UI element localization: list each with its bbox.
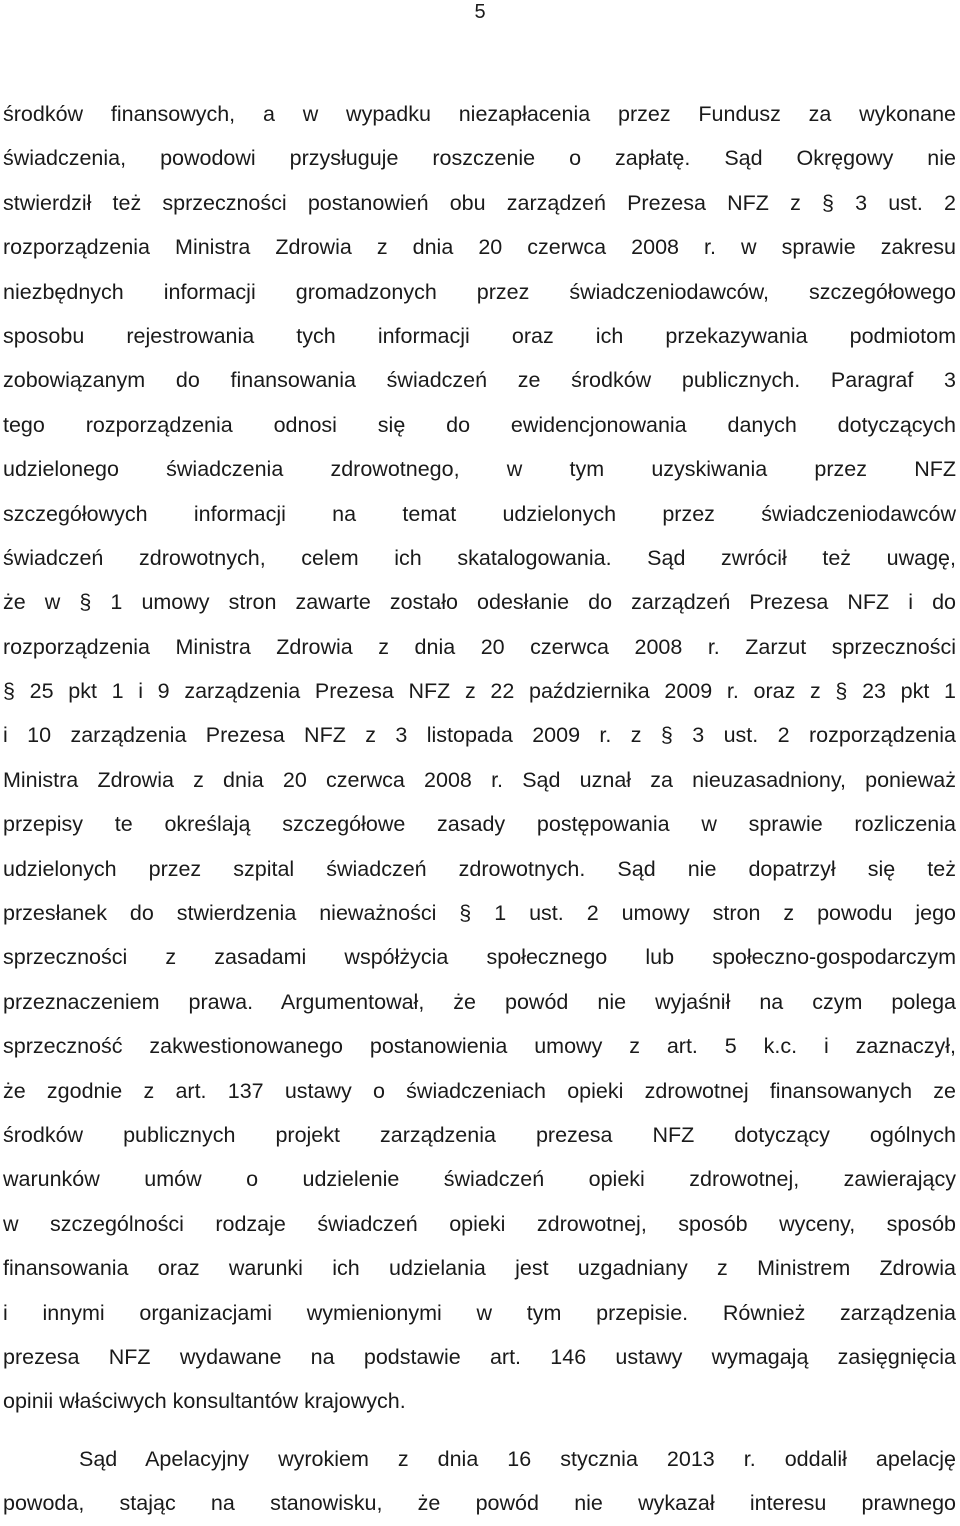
- text-line: i 10 zarządzenia Prezesa NFZ z 3 listopada 2009 r. z § 3 ust. 2 rozporządzenia: [3, 723, 956, 748]
- text-line: szczegółowych informacji na temat udzielonych przez świadczeniodawców: [3, 501, 956, 526]
- text-line: Ministra Zdrowia z dnia 20 czerwca 2008 r. Sąd uznał za nieuzasadniony, ponieważ: [3, 767, 956, 792]
- text-line: warunków umów o udzielenie świadczeń opieki zdrowotnej, zawierający: [3, 1167, 956, 1192]
- paragraph-1: [3, 92, 956, 1424]
- text-line: w szczególności rodzaje świadczeń opieki zdrowotnej, sposób wyceny, sposób: [3, 1211, 956, 1236]
- text-line: że w § 1 umowy stron zawarte zostało odesłanie do zarządzeń Prezesa NFZ i do: [3, 590, 956, 615]
- text-line: udzielonego świadczenia zdrowotnego, w tym uzyskiwania przez NFZ: [3, 457, 956, 482]
- text-line: powoda, stając na stanowisku, że powód nie wykazał interesu prawnego: [3, 1491, 956, 1516]
- text-line: świadczenia, powodowi przysługuje roszczenie o zapłatę. Sąd Okręgowy nie: [3, 146, 956, 171]
- text-line: rozporządzenia Ministra Zdrowia z dnia 20 czerwca 2008 r. Zarzut sprzeczności: [3, 634, 956, 659]
- text-line: tego rozporządzenia odnosi się do ewidencjonowania danych dotyczących: [3, 412, 956, 437]
- text-line: finansowania oraz warunki ich udzielania jest uzgadniany z Ministrem Zdrowia: [3, 1256, 956, 1281]
- text-line: i innymi organizacjami wymienionymi w tym przepisie. Również zarządzenia: [3, 1300, 956, 1325]
- text-line: świadczeń zdrowotnych, celem ich skatalogowania. Sąd zwrócił też uwagę,: [3, 545, 956, 570]
- text-line: zobowiązanym do finansowania świadczeń ze środków publicznych. Paragraf 3: [3, 368, 956, 393]
- page-number: 5: [474, 1, 486, 23]
- text-line: środków finansowych, a w wypadku niezapłacenia przez Fundusz za wykonane: [3, 102, 956, 126]
- text-line: Sąd Apelacyjny wyrokiem z dnia 16 stycznia 2013 r. oddalił apelację: [79, 1447, 956, 1471]
- text-line: sprzeczności z zasadami współżycia społecznego lub społeczno-gospodarczym: [3, 945, 956, 970]
- text-line: opinii właściwych konsultantów krajowych.: [3, 1389, 406, 1414]
- text-line: rozporządzenia Ministra Zdrowia z dnia 20 czerwca 2008 r. w sprawie zakresu: [3, 235, 956, 260]
- paragraph-2: [3, 1437, 956, 1526]
- text-line: prezesa NFZ wydawane na podstawie art. 146 ustawy wymagają zasięgnięcia: [3, 1344, 956, 1369]
- text-line: niezbędnych informacji gromadzonych przez świadczeniodawców, szczegółowego: [3, 279, 956, 304]
- text-line: § 25 pkt 1 i 9 zarządzenia Prezesa NFZ z 22 października 2009 r. oraz z § 23 pkt 1: [3, 679, 956, 704]
- text-line: przeznaczeniem prawa. Argumentował, że powód nie wyjaśnił na czym polega: [3, 989, 956, 1014]
- text-line: sposobu rejestrowania tych informacji oraz ich przekazywania podmiotom: [3, 323, 956, 348]
- text-line: udzielonych przez szpital świadczeń zdrowotnych. Sąd nie dopatrzył się też: [3, 856, 956, 881]
- text-line: sprzeczność zakwestionowanego postanowienia umowy z art. 5 k.c. i zaznaczył,: [3, 1034, 956, 1059]
- text-line: przepisy te określają szczegółowe zasady postępowania w sprawie rozliczenia: [3, 812, 956, 837]
- text-line: przesłanek do stwierdzenia nieważności § 1 ust. 2 umowy stron z powodu jego: [3, 901, 956, 926]
- text-line: środków publicznych projekt zarządzenia prezesa NFZ dotyczący ogólnych: [3, 1122, 956, 1147]
- text-line: stwierdził też sprzeczności postanowień obu zarządzeń Prezesa NFZ z § 3 ust. 2: [3, 190, 956, 215]
- text-line: że zgodnie z art. 137 ustawy o świadczeniach opieki zdrowotnej finansowanych ze: [3, 1078, 956, 1103]
